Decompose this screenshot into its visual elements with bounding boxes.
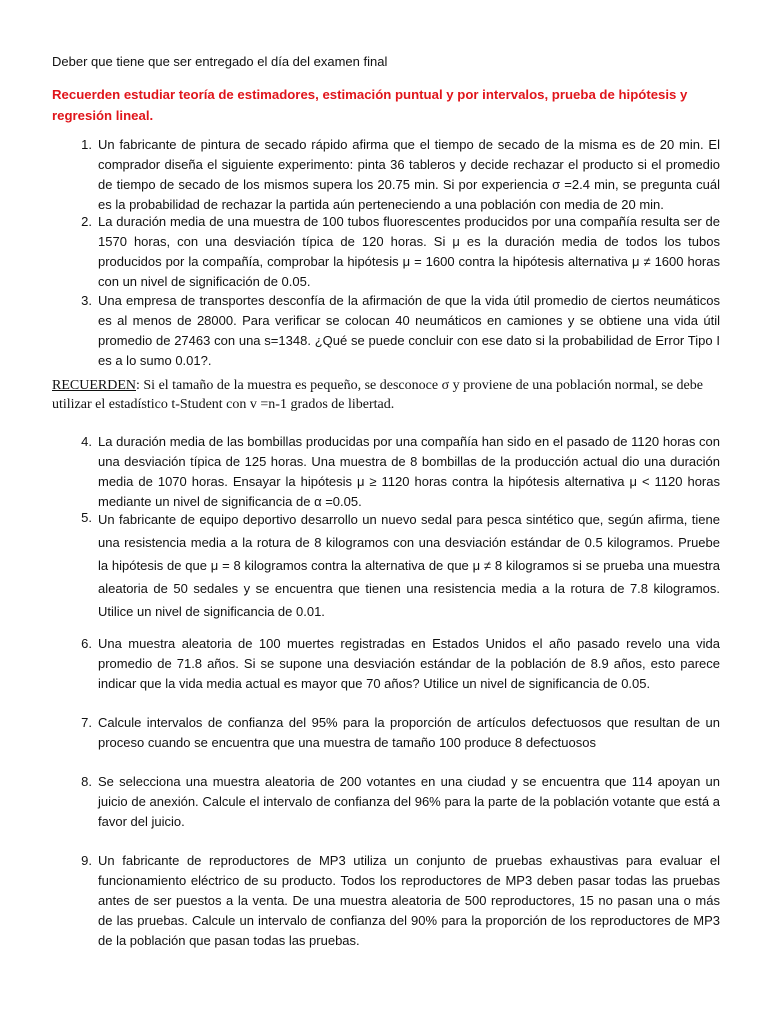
note-text: : Si el tamaño de la muestra es pequeño, se desconoce σ y proviene de una población normal, se debe utilizar el estadístico t-Student con v =n-1 grados de libertad. [52, 378, 703, 412]
problem-number: 1. [81, 137, 92, 152]
problem-number: 5. [81, 510, 92, 525]
problem-number: 4. [81, 434, 92, 449]
intro-text: Deber que tiene que ser entregado el día del examen final [52, 54, 388, 69]
problem-number: 2. [81, 214, 92, 229]
problem-text: Un fabricante de pintura de secado rápido afirma que el tiempo de secado de la misma es de 20 min. El comprador diseña el siguiente experimento: pinta 36 tableros y decide rechazar el producto si el promedio de tiempo de secado de los mismos supera los 20.75 min. Si por experiencia σ =2.4 min, se pregunta cuál es la probabilidad de rechazar la partida aún perteneciendo a una población con media de 20 min. [98, 137, 720, 212]
problem-text: La duración media de una muestra de 100 tubos fluorescentes producidos por una compañía resulta ser de 1570 horas, con una desviación típica de 120 horas. Si μ es la duración media de todos los tubos producidos por la compañía, comprobar la hipótesis μ = 1600 contra la hipótesis alternativa μ ≠ 1600 horas con un nivel de significación de 0.05. [98, 214, 720, 289]
problem-number: 3. [81, 293, 92, 308]
study-reminder: Recuerden estudiar teoría de estimadores, estimación puntual y por intervalos, prueba de hipótesis y regresión lineal. [52, 87, 688, 123]
problem-number: 8. [81, 774, 92, 789]
problem-text: Un fabricante de reproductores de MP3 utiliza un conjunto de pruebas exhaustivas para evaluar el funcionamiento eléctrico de su producto. Todos los reproductores de MP3 deben pasar todas las pruebas antes de ser puestos a la venta. De una muestra aleatoria de 500 reproductores, 15 no pasan una o más de las pruebas. Calcule un intervalo de confianza del 90% para la proporción de los reproductores de MP3 de la población que pasan todas las pruebas. [98, 853, 720, 948]
problem-text: Un fabricante de equipo deportivo desarrollo un nuevo sedal para pesca sintético que, según afirma, tiene una resistencia media a la rotura de 8 kilogramos con una desviación estándar de 0.5 kilogramos. Pruebe la hipótesis de que μ = 8 kilogramos contra la alternativa de que μ ≠ 8 kilogramos si se prueba una muestra aleatoria de 50 sedales y se encuentra que tienen una resistencia media a la rotura de 7.8 kilogramos. Utilice un nivel de significancia de 0.01. [98, 512, 720, 619]
problem-text: Una muestra aleatoria de 100 muertes registradas en Estados Unidos el año pasado revelo una vida promedio de 71.8 años. Si se supone una desviación estándar de la población de 8.9 años, esto parece indicar que la vida media actual es mayor que 70 años? Utilice un nivel de significancia de 0.05. [98, 636, 720, 691]
problem-text: Se selecciona una muestra aleatoria de 200 votantes en una ciudad y se encuentra que 114 apoyan un juicio de anexión. Calcule el intervalo de confianza del 96% para la parte de la población votante que está a favor del juicio. [98, 774, 720, 829]
problem-number: 6. [81, 636, 92, 651]
problem-text: Calcule intervalos de confianza del 95% para la proporción de artículos defectuosos que resultan de un proceso cuando se encuentra que una muestra de tamaño 100 produce 8 defectuosos [98, 715, 720, 750]
problem-number: 9. [81, 853, 92, 868]
note-label: RECUERDEN [52, 378, 136, 393]
t-student-note [52, 376, 732, 414]
problem-text: La duración media de las bombillas producidas por una compañía han sido en el pasado de 1120 horas con una desviación típica de 125 horas. Una muestra de 8 bombillas de la producción actual dio una duración media de 1070 horas. Ensayar la hipótesis μ ≥ 1120 horas contra la hipótesis alternativa μ < 1120 horas mediante un nivel de significancia de α =0.05. [98, 434, 720, 509]
problem-text: Una empresa de transportes desconfía de la afirmación de que la vida útil promedio de ciertos neumáticos es al menos de 28000. Para verificar se colocan 40 neumáticos en camiones y se obtiene una vida útil promedio de 27463 con una s=1348. ¿Qué se puede concluir con ese dato si la probabilidad de Error Tipo I es a lo sumo 0.01?. [98, 293, 720, 368]
problem-number: 7. [81, 715, 92, 730]
